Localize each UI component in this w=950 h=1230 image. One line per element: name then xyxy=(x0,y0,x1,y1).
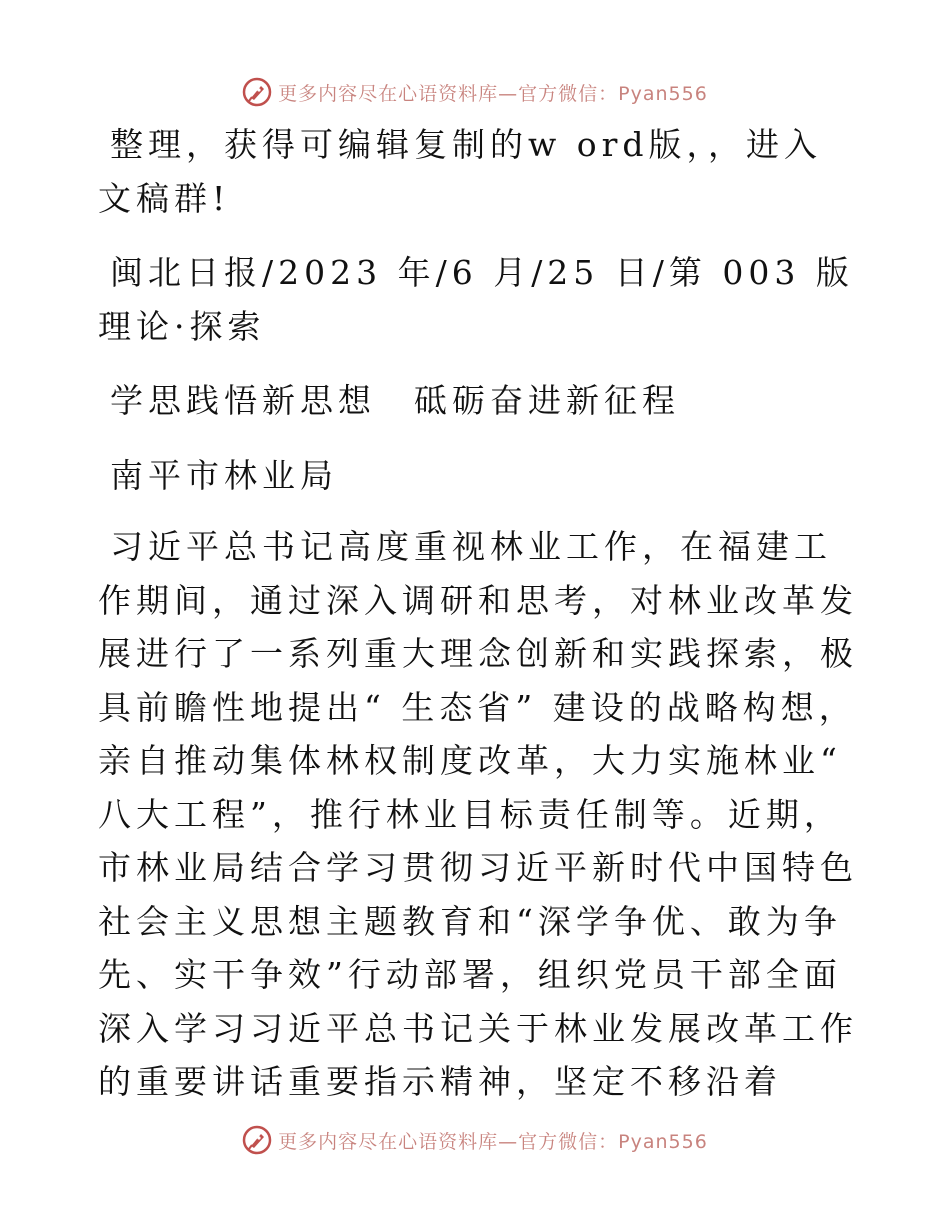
header-banner-text: 更多内容尽在心语资料库—官方微信：Pyan556 xyxy=(278,82,708,105)
intro-paragraph: 整理，获得可编辑复制的w ord版，，进入文稿群! xyxy=(98,125,823,218)
header-banner xyxy=(0,72,950,112)
article-author: 南平市林业局 xyxy=(110,455,338,495)
body-paragraph: 习近平总书记高度重视林业工作，在福建工作期间，通过深入调研和思考，对林业改革发展进行了一系列重大理念创新和实践探索，极具前瞻性地提出“ 生态省” 建设的战略构想，亲自推动集体林权制度改革，大力实施林业“ 八大工程”，推行林业目标责任制等。近期，市林业局结合学习贯彻习近平新时代中国特色社会主义思想主题教育和“深学争优、敢为争先、实干争效”行动部署，组织党员干部全面深入学习习近平总书记关于林业发展改革工作的重要讲话重要指示精神，坚定不移沿着 xyxy=(98,527,858,1101)
pen-nib-circle-icon xyxy=(242,77,272,107)
source-line: 闽北日报/2023 年/6 月/25 日/第 003 版理论·探索 xyxy=(98,253,854,346)
footer-banner xyxy=(0,1120,950,1160)
footer-banner-text: 更多内容尽在心语资料库—官方微信：Pyan556 xyxy=(278,1130,708,1153)
article-title: 学思践悟新思想 砥砺奋进新征程 xyxy=(110,381,680,420)
document-body xyxy=(98,118,858,1109)
pen-nib-circle-icon xyxy=(242,1125,272,1155)
